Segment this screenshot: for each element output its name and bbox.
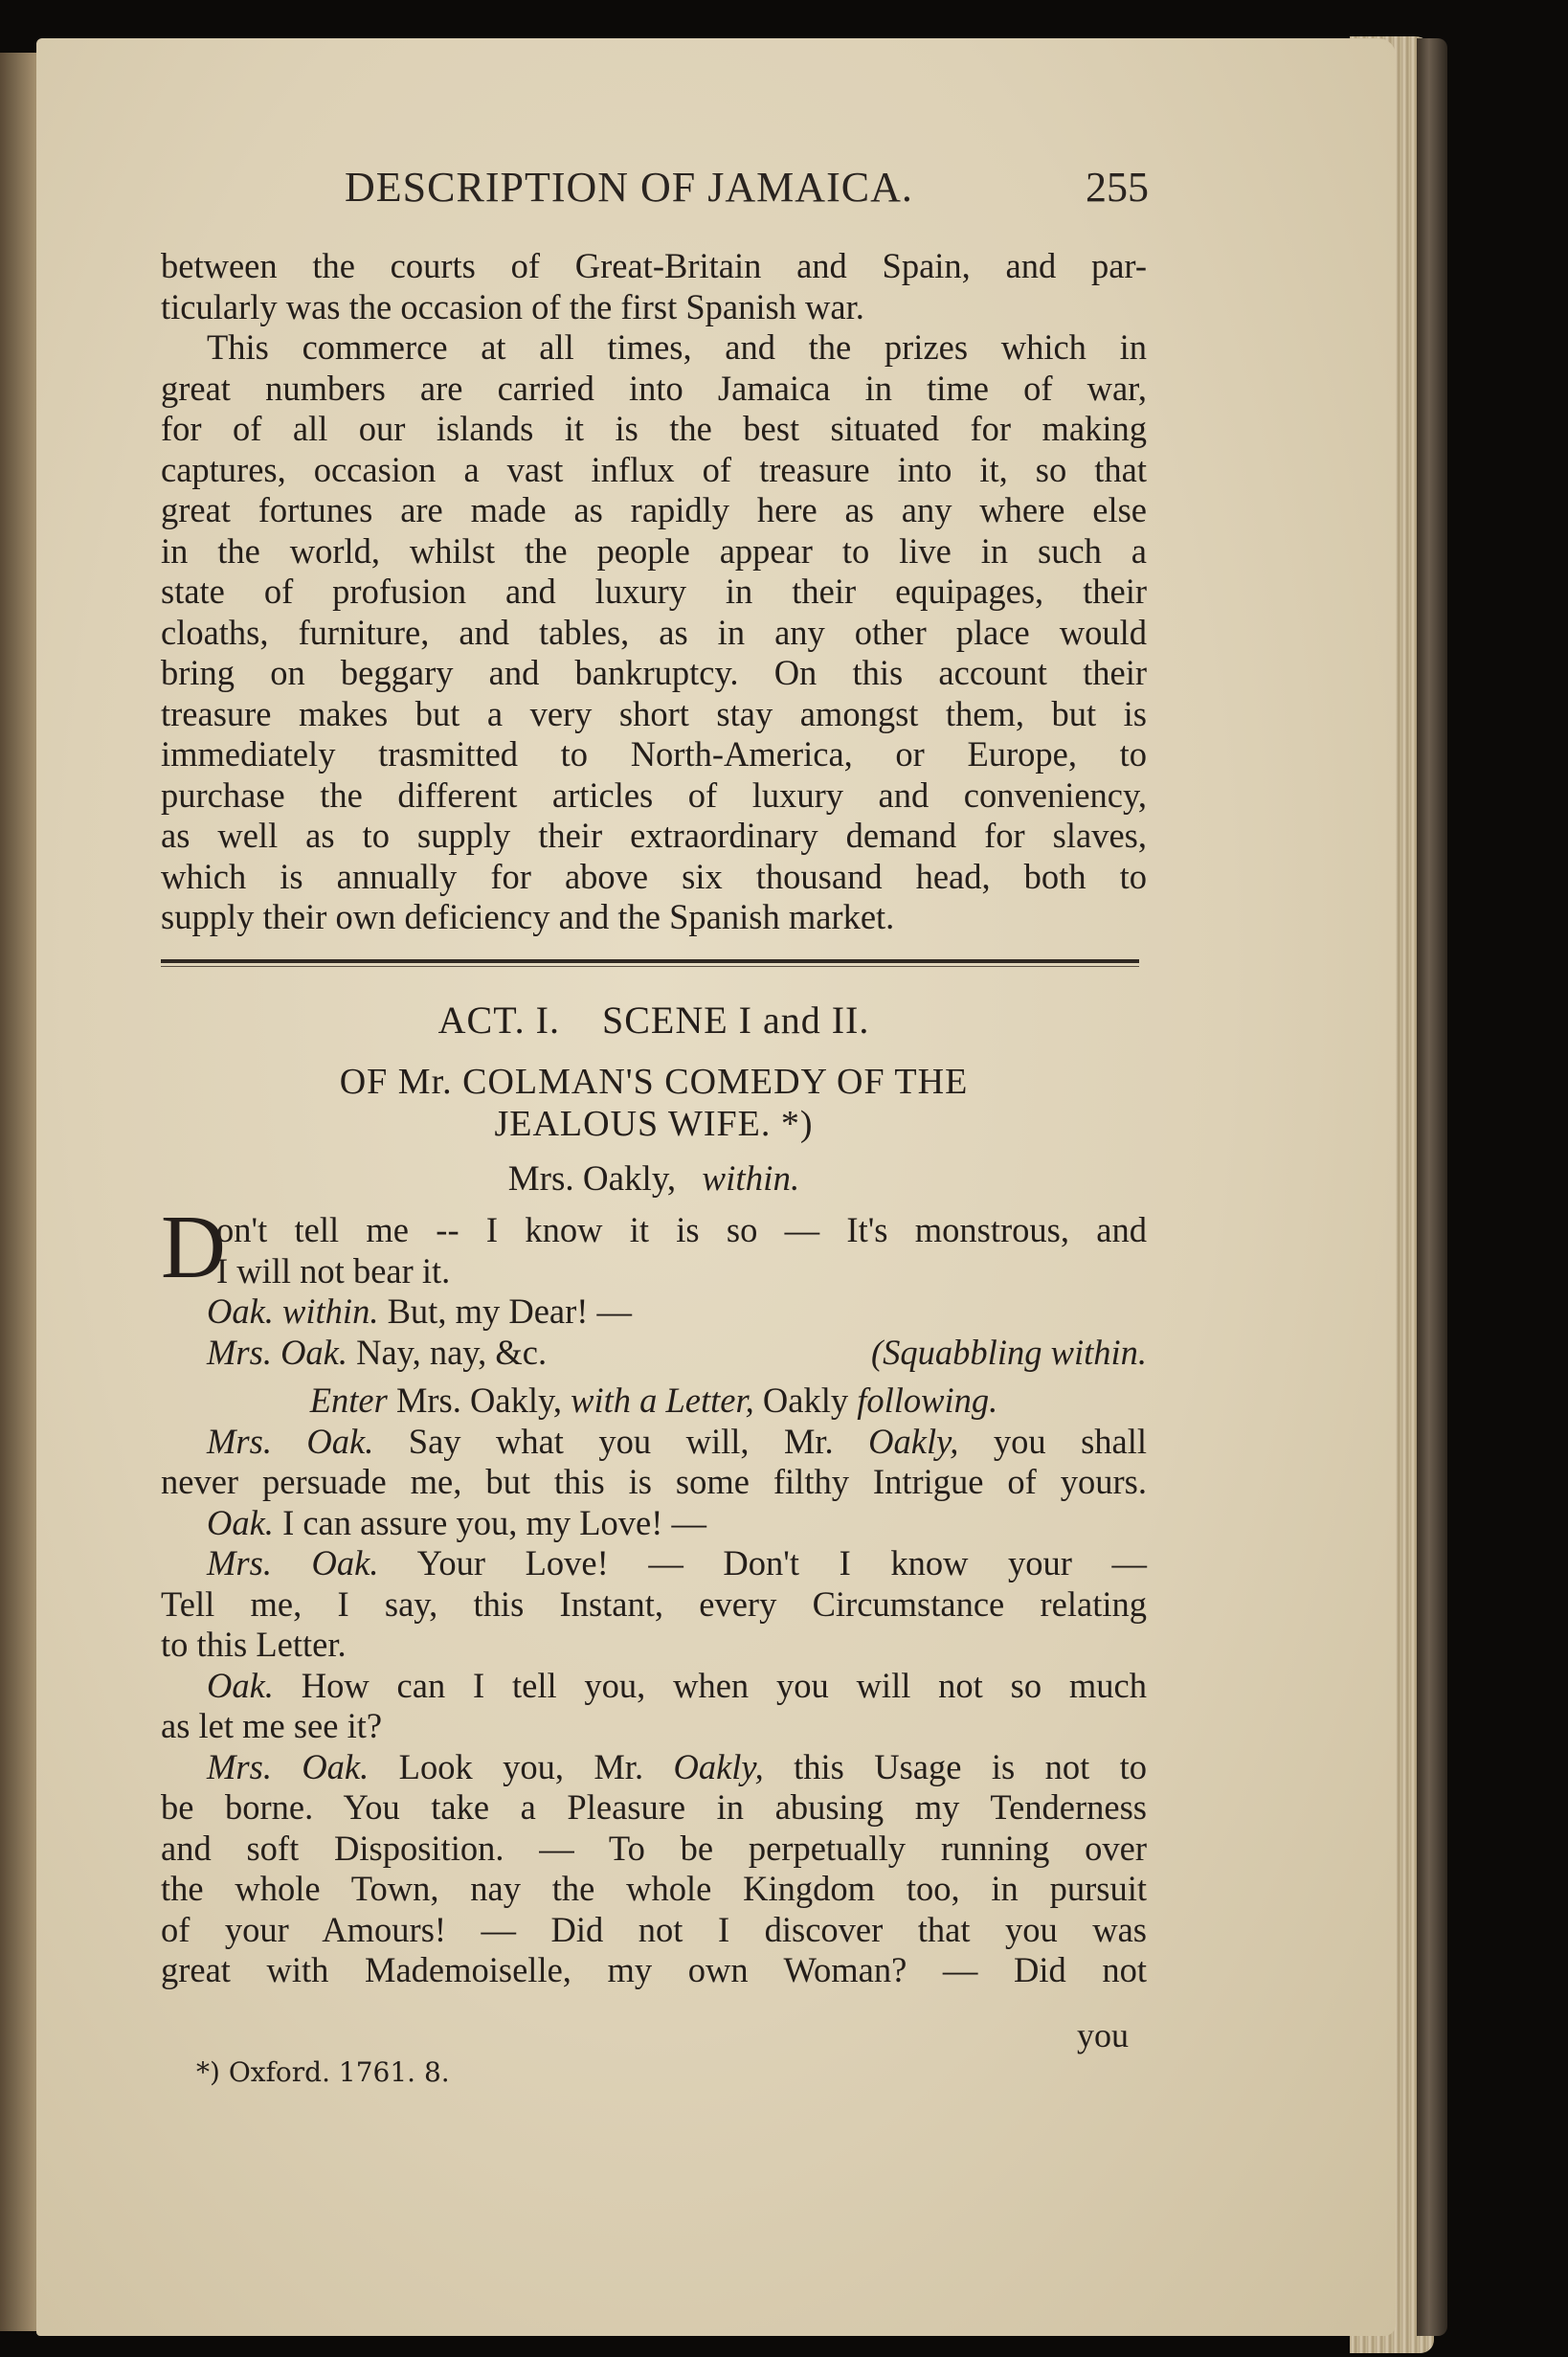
dialogue-line: [161, 1333, 1147, 1374]
body-line: which is annually for above six thousand head, both to: [161, 856, 1147, 896]
speaker-label: Mrs. Oak.: [207, 1332, 347, 1372]
speaker-label: Oak.: [207, 1502, 274, 1542]
section-rule: [161, 959, 1139, 963]
speaker-label: Oak. within.: [207, 1291, 379, 1331]
character-name: Oakly,: [673, 1746, 764, 1786]
dialogue-line: be borne. You take a Pleasure in abusing my Tenderness: [161, 1787, 1147, 1827]
body-line: This commerce at all times, and the prizes which in: [207, 327, 1147, 367]
dialogue-line: to this Letter.: [161, 1625, 347, 1664]
dialogue-line: great with Mademoiselle, my own Woman? — Did not: [161, 1950, 1147, 1989]
character-name: Oakly,: [868, 1421, 959, 1461]
dialogue-text-span: this Usage is not to: [763, 1746, 1147, 1786]
dialogue-text-span: Look you, Mr.: [369, 1746, 674, 1786]
dialogue-line: [161, 1291, 1147, 1333]
speaker-label: Oak.: [207, 1665, 274, 1705]
drop-cap: D: [161, 1198, 226, 1297]
play-title-line: JEALOUS WIFE. *): [494, 1104, 814, 1144]
stage-direction: with a Letter,: [571, 1381, 754, 1420]
dialogue-line: of your Amours! — Did not I discover that you was: [161, 1909, 1147, 1949]
dialogue-text-span: you shall: [958, 1421, 1148, 1461]
running-head: [345, 163, 1149, 220]
body-line: bring on beggary and bankruptcy. On this account their: [161, 653, 1147, 692]
dialogue-line: [161, 1543, 1147, 1584]
body-line: as well as to supply their extraordinary demand for slaves,: [161, 816, 1147, 855]
dialogue-line: I will not bear it.: [216, 1250, 451, 1291]
page-number: 255: [1086, 164, 1149, 211]
body-line: state of profusion and luxury in their equipages, their: [161, 572, 1147, 611]
body-line: cloaths, furniture, and tables, as in any other place would: [161, 612, 1147, 652]
body-line: for of all our islands it is the best situated for making: [161, 409, 1147, 448]
dialogue-text-span: Nay, nay, &c.: [347, 1332, 548, 1372]
catchword: you: [1077, 2016, 1129, 2054]
dialogue-line: Tell me, I say, this Instant, every Circumstance relating: [161, 1583, 1147, 1624]
footnote: *) Oxford. 1761. 8.: [196, 2056, 450, 2088]
speaker-heading: [161, 1158, 1147, 1200]
dialogue-line: never persuade me, but this is some filthy Intrigue of yours.: [161, 1462, 1147, 1501]
book-cover: [1417, 38, 1447, 2336]
dialogue-line: [161, 1747, 1147, 1788]
dialogue-line: [161, 1503, 1147, 1544]
body-line: immediately trasmitted to North-America, or Europe, to: [161, 734, 1147, 774]
body-line: treasure makes but a very short stay amongst them, but is: [161, 693, 1147, 733]
dialogue-text-span: Say what you will, Mr.: [373, 1421, 869, 1461]
body-line: supply their own deficiency and the Spanish market.: [161, 897, 895, 936]
dialogue-line: as let me see it?: [161, 1706, 383, 1745]
dialogue-text-span: How can I tell you, when you will not so much: [273, 1665, 1147, 1705]
dialogue-line: [161, 1422, 1147, 1463]
facing-page-edge: [0, 53, 38, 2331]
stage-direction: following.: [857, 1381, 998, 1420]
stage-direction: (Squabbling within.: [871, 1332, 1147, 1372]
body-line: between the courts of Great-Britain and Spain, and par-: [161, 246, 1147, 285]
dialogue-text-span: Your Love! — Don't I know your —: [378, 1543, 1147, 1583]
stage-direction: Enter: [309, 1381, 388, 1420]
speaker-name: Mrs. Oakly,: [507, 1159, 677, 1199]
speaker-note: within.: [702, 1159, 800, 1199]
body-line: purchase the different articles of luxury and conveniency,: [161, 774, 1147, 815]
dialogue-line: [161, 1666, 1147, 1707]
dialogue-line: the whole Town, nay the whole Kingdom too, in pursuit: [161, 1869, 1147, 1908]
dialogue-text: [161, 1210, 1147, 1991]
body-text: [161, 246, 1147, 938]
speaker-label: Mrs. Oak.: [207, 1746, 370, 1786]
dialogue-text-span: I can assure you, my Love! —: [273, 1502, 706, 1542]
body-line: great fortunes are made as rapidly here as any where else: [161, 490, 1147, 529]
character-name: Mrs. Oakly,: [387, 1381, 571, 1420]
dialogue-line: on't tell me -- I know it is so — It's monstrous, and: [216, 1210, 1147, 1249]
speaker-label: Mrs. Oak.: [207, 1421, 374, 1461]
body-line: captures, occasion a vast influx of treasure into it, so that: [161, 449, 1147, 489]
body-line: ticularly was the occasion of the first Spanish war.: [161, 286, 864, 326]
dialogue-line: and soft Disposition. — To be perpetually running over: [161, 1828, 1147, 1868]
comedy-title-line: OF Mr. COLMAN'S COMEDY OF THE: [339, 1062, 969, 1102]
dialogue-text-span: But, my Dear! —: [378, 1291, 633, 1331]
character-name: Oakly: [753, 1381, 858, 1420]
body-line: great numbers are carried into Jamaica in time of war,: [161, 368, 1147, 408]
running-head-title: DESCRIPTION OF JAMAICA.: [345, 164, 913, 211]
speaker-label: Mrs. Oak.: [207, 1543, 379, 1583]
body-line: in the world, whilst the people appear to live in such a: [161, 530, 1147, 571]
act-scene-heading: ACT. I. SCENE I and II.: [437, 999, 870, 1042]
stage-direction-line: [161, 1381, 1147, 1422]
